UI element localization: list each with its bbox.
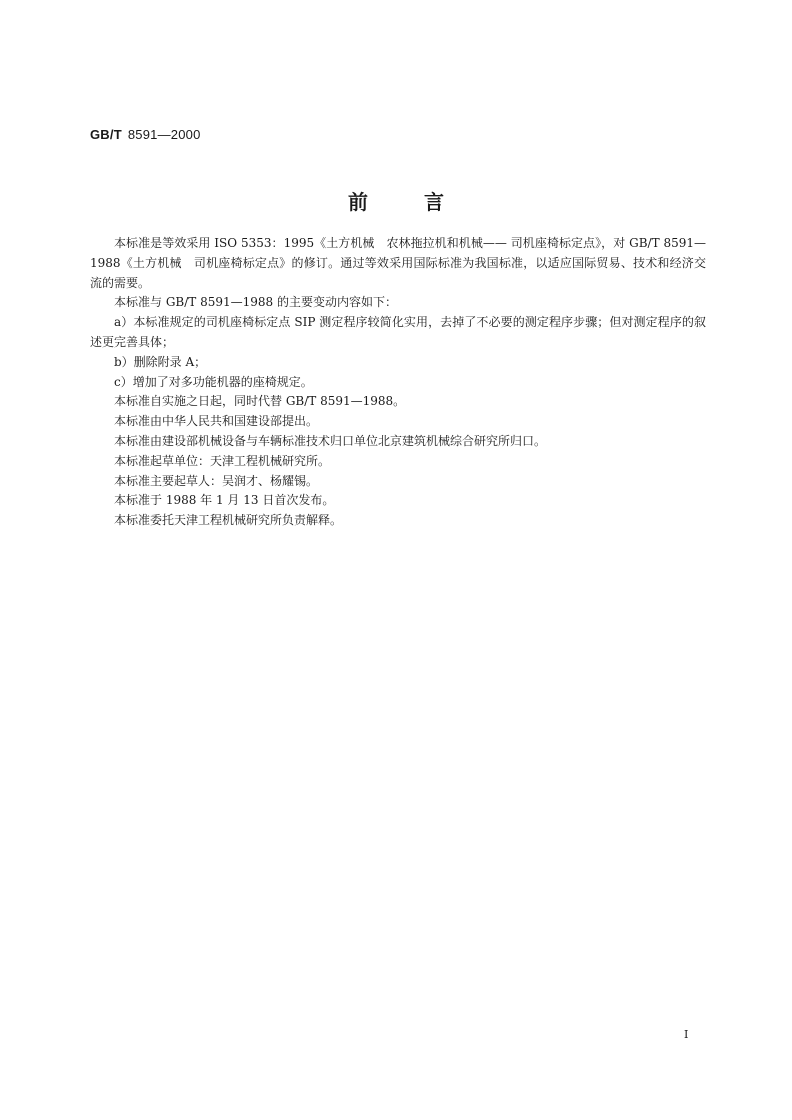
- list-item-c: c）增加了对多功能机器的座椅规定。: [114, 374, 313, 389]
- foreword-body: [90, 234, 706, 531]
- paragraph-first-published: 本标准于 1988 年 1 月 13 日首次发布。: [114, 493, 335, 508]
- page-title: 前言: [348, 190, 500, 214]
- standard-number: [90, 127, 201, 142]
- paragraph-drafters: 本标准主要起草人：吴润才、杨耀锡。: [114, 473, 319, 488]
- paragraph-managed-by: 本标准由建设部机械设备与车辆标准技术归口单位北京建筑机械综合研究所归口。: [114, 433, 547, 448]
- page-number: I: [684, 1028, 689, 1041]
- standard-code: 8591—2000: [127, 127, 201, 142]
- paragraph-interpretation: 本标准委托天津工程机械研究所负责解释。: [114, 513, 343, 528]
- paragraph-intro: 本标准是等效采用 ISO 5353：1995《土方机械 农林拖拉机和机械—— 司机座椅标定点》，对 GB/T 8591—1988《土方机械 司机座椅标定点》的修订。通过等效采用国际标准为我国标准，以适应国际贸易、技术和经济交流的需要。: [90, 236, 706, 290]
- standard-prefix: GB/T: [90, 127, 122, 142]
- paragraph-changes-heading: 本标准与 GB/T 8591—1988 的主要变动内容如下：: [114, 295, 397, 310]
- paragraph-replaces: 本标准自实施之日起，同时代替 GB/T 8591—1988。: [114, 394, 406, 409]
- list-item-a: a）本标准规定的司机座椅标定点 SIP 测定程序较简化实用，去掉了不必要的测定程序步骤；但对测定程序的叙述更完善具体；: [90, 315, 706, 349]
- paragraph-proposed-by: 本标准由中华人民共和国建设部提出。: [114, 414, 319, 429]
- paragraph-drafting-unit: 本标准起草单位：天津工程机械研究所。: [114, 453, 331, 468]
- list-item-b: b）删除附录 A；: [114, 354, 207, 369]
